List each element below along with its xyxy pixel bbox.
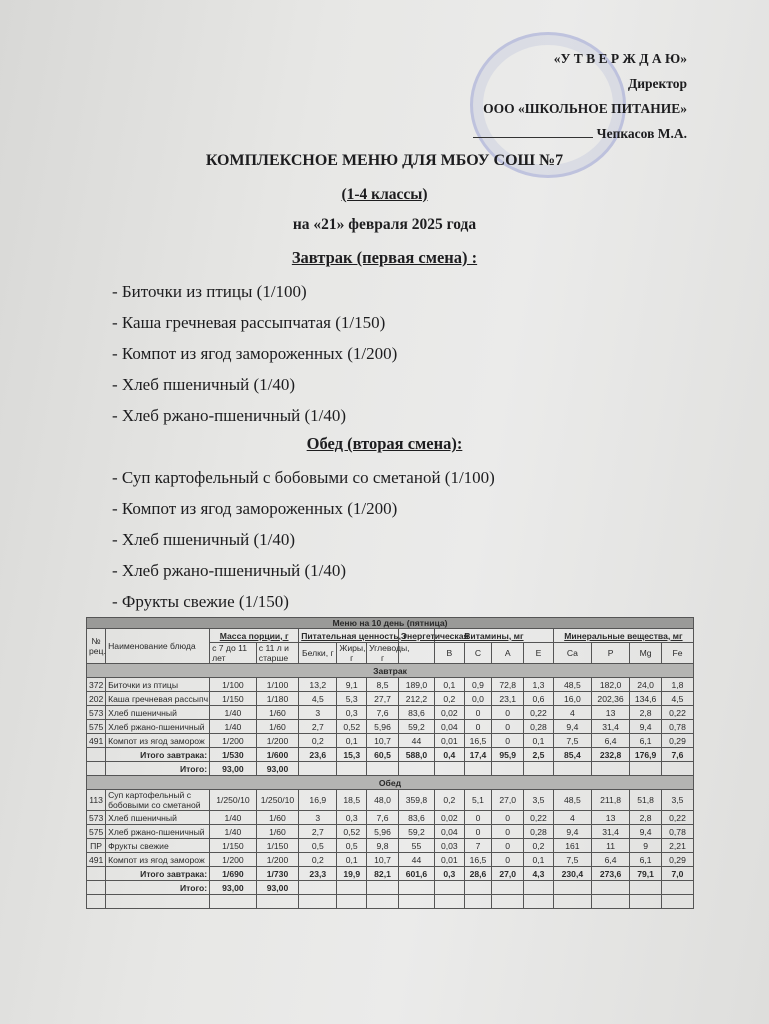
table-cell: 83,6 [398,811,434,825]
table-cell: 0 [464,706,492,720]
table-cell: 211,8 [591,790,629,811]
table-cell: 59,2 [398,825,434,839]
breakfast-list [112,276,397,431]
table-cell: 27,7 [367,692,399,706]
dish-name: Каша гречневая рассыпч [106,692,210,706]
table-cell: 1/100 [256,678,298,692]
table-cell: 1/60 [256,706,298,720]
table-row [87,839,694,853]
header-mass: Масса порции, г [210,629,299,643]
table-cell [398,881,434,895]
header-nutrition: Питательная ценность, г [299,629,399,643]
total-value: 2,5 [524,748,554,762]
dish-name: Компот из ягод заморож [106,853,210,867]
table-cell: 5,3 [337,692,367,706]
table-cell: 1/200 [210,734,257,748]
breakfast-total-row [87,748,694,762]
table-row [87,706,694,720]
table-cell [630,881,662,895]
table-cell: 9,8 [367,839,399,853]
recipe-number: 113 [87,790,106,811]
table-cell: 16,5 [464,734,492,748]
table-cell: 9,4 [553,825,591,839]
table-cell: 6,1 [630,734,662,748]
total-value: 1/530 [210,748,257,762]
table-cell: 0,2 [299,853,337,867]
table-cell [662,762,694,776]
table-cell [87,867,106,881]
table-cell: 13 [591,706,629,720]
table-cell: 31,4 [591,825,629,839]
table-cell: 1/150 [210,692,257,706]
table-cell: 4,5 [299,692,337,706]
table-cell [492,762,524,776]
list-item: - Каша гречневая рассыпчатая (1/150) [112,307,397,338]
table-cell: 1/40 [210,825,257,839]
dish-name: Хлеб ржано-пшеничный [106,825,210,839]
table-cell: 1/150 [210,839,257,853]
table-cell: 48,0 [367,790,399,811]
recipe-number: ПР [87,839,106,853]
table-cell [553,881,591,895]
total-value: 1/730 [256,867,298,881]
table-cell: 0,22 [662,706,694,720]
itogo-label: Итого: [106,881,210,895]
lunch-total-row [87,867,694,881]
recipe-number: 491 [87,853,106,867]
table-cell: 0,5 [299,839,337,853]
table-cell: 0 [492,811,524,825]
total-value: 7,6 [662,748,694,762]
header-min-mg: Mg [630,643,662,664]
table-cell [591,881,629,895]
recipe-number: 202 [87,692,106,706]
table-cell: 6,1 [630,853,662,867]
table-cell: 7,5 [553,734,591,748]
table-cell [492,881,524,895]
total-value: 19,9 [337,867,367,881]
approver-company: ООО «ШКОЛЬНОЕ ПИТАНИЕ» [483,101,687,116]
header-mass-11-plus: с 11 л и старше [256,643,298,664]
table-cell: 134,6 [630,692,662,706]
dish-name: Хлеб ржано-пшеничный [106,720,210,734]
list-item: - Хлеб ржано-пшеничный (1/40) [112,555,495,586]
total-label: Итого завтрака: [106,867,210,881]
table-cell: 0,2 [524,839,554,853]
menu-date: на «21» февраля 2025 года [292,216,477,233]
table-cell: 1/40 [210,720,257,734]
table-cell: 0 [492,839,524,853]
table-cell: 1/40 [210,811,257,825]
table-cell: 1/180 [256,692,298,706]
total-value: 23,3 [299,867,337,881]
itogo-price: 93,00 [256,762,298,776]
section-breakfast: Завтрак [87,664,694,678]
table-cell: 0,22 [524,706,554,720]
table-cell: 212,2 [398,692,434,706]
table-cell: 9,4 [630,720,662,734]
table-cell: 83,6 [398,706,434,720]
table-row [87,678,694,692]
table-cell: 1,3 [524,678,554,692]
list-item: - Суп картофельный с бобовыми со сметаной (1/100) [112,462,495,493]
table-cell: 0,04 [434,825,464,839]
table-cell [524,881,554,895]
table-cell [299,881,337,895]
table-cell: 0 [492,706,524,720]
total-value: 230,4 [553,867,591,881]
table-cell: 0 [492,734,524,748]
list-item: - Хлеб пшеничный (1/40) [112,524,495,555]
table-cell: 44 [398,853,434,867]
table-cell: 1/150 [256,839,298,853]
lunch-heading: Обед (вторая смена): [306,434,463,453]
table-cell: 4 [553,706,591,720]
table-cell: 0,5 [337,839,367,853]
table-cell: 0,03 [434,839,464,853]
list-item: - Компот из ягод замороженных (1/200) [112,493,495,524]
header-minerals: Минеральные вещества, мг [553,629,693,643]
table-cell: 31,4 [591,720,629,734]
table-cell: 1/250/10 [210,790,257,811]
total-value: 27,0 [492,867,524,881]
table-cell: 0,02 [434,706,464,720]
itogo-price: 93,00 [210,762,257,776]
table-cell [434,762,464,776]
table-row [87,790,694,811]
list-item: - Компот из ягод замороженных (1/200) [112,338,397,369]
table-row [87,692,694,706]
table-cell: 5,96 [367,825,399,839]
table-cell: 10,7 [367,734,399,748]
table-cell: 202,36 [591,692,629,706]
table-row [87,811,694,825]
table-cell: 7,5 [553,853,591,867]
table-cell: 48,5 [553,790,591,811]
table-cell: 3,5 [662,790,694,811]
table-cell: 1/200 [256,853,298,867]
table-cell: 0,52 [337,720,367,734]
total-value: 28,6 [464,867,492,881]
header-fat: Жиры, г [337,643,367,664]
table-cell [662,881,694,895]
header-mass-7-11: с 7 до 11 лет [210,643,257,664]
table-cell: 16,9 [299,790,337,811]
table-cell: 0,9 [464,678,492,692]
table-cell [630,762,662,776]
table-cell: 1/200 [210,853,257,867]
table-cell: 9,4 [553,720,591,734]
total-value: 60,5 [367,748,399,762]
header-min-p: P [591,643,629,664]
table-cell [367,881,399,895]
table-cell: 0,01 [434,734,464,748]
table-cell: 3 [299,811,337,825]
table-cell: 59,2 [398,720,434,734]
table-cell: 189,0 [398,678,434,692]
table-cell [87,881,106,895]
table-empty-row [87,895,694,909]
approver-position: Директор [627,76,687,91]
total-value: 23,6 [299,748,337,762]
table-cell: 2,8 [630,811,662,825]
table-cell: 0,01 [434,853,464,867]
header-min-fe: Fe [662,643,694,664]
approver-signature-line [473,121,687,146]
nutrition-table [86,617,694,909]
approve-word: «У Т В Е Р Ж Д А Ю» [553,51,687,66]
header-protein: Белки, г [299,643,337,664]
dish-name: Компот из ягод заморож [106,734,210,748]
table-cell: 0 [464,720,492,734]
header-vit-e: E [524,643,554,664]
recipe-number: 491 [87,734,106,748]
table-cell: 161 [553,839,591,853]
table-cell: 9,4 [630,825,662,839]
table-cell: 0 [492,720,524,734]
lunch-list [112,462,495,617]
table-cell: 2,7 [299,825,337,839]
table-cell [434,881,464,895]
total-value: 1/600 [256,748,298,762]
dish-name: Суп картофельный с бобовыми со сметаной [106,790,210,811]
table-cell: 16,0 [553,692,591,706]
table-cell: 27,0 [492,790,524,811]
approver-name: Чепкасов М.А. [596,126,687,141]
itogo-label: Итого: [106,762,210,776]
table-cell: 0 [464,811,492,825]
section-lunch: Обед [87,776,694,790]
recipe-number: 372 [87,678,106,692]
table-cell: 182,0 [591,678,629,692]
table-cell: 3 [299,706,337,720]
list-item: - Хлеб ржано-пшеничный (1/40) [112,400,397,431]
table-cell: 0,1 [337,734,367,748]
recipe-number: 573 [87,706,106,720]
table-cell: 2,8 [630,706,662,720]
total-value: 7,0 [662,867,694,881]
recipe-number: 575 [87,720,106,734]
table-cell: 5,96 [367,720,399,734]
table-cell: 0,78 [662,825,694,839]
table-caption: Меню на 10 день (пятница) [87,618,694,629]
table-cell: 0,3 [337,706,367,720]
total-label: Итого завтрака: [106,748,210,762]
approval-block [473,46,687,146]
header-carbs: Углеводы, г [367,643,399,664]
table-cell [464,881,492,895]
table-cell: 1/60 [256,720,298,734]
table-cell: 0 [492,825,524,839]
table-cell: 8,5 [367,678,399,692]
table-cell: 23,1 [492,692,524,706]
total-value: 588,0 [398,748,434,762]
total-value: 0,4 [434,748,464,762]
table-cell: 1/60 [256,825,298,839]
table-cell: 0,2 [299,734,337,748]
table-cell: 0,2 [434,790,464,811]
table-row [87,734,694,748]
header-name: Наименование блюда [106,629,210,664]
table-cell: 0,22 [524,811,554,825]
table-cell: 0,02 [434,811,464,825]
itogo-price: 93,00 [210,881,257,895]
table-cell: 44 [398,734,434,748]
table-cell [337,881,367,895]
table-cell: 1/250/10 [256,790,298,811]
recipe-number: 573 [87,811,106,825]
table-cell [337,762,367,776]
total-value: 4,3 [524,867,554,881]
table-cell [398,762,434,776]
table-cell: 0,04 [434,720,464,734]
table-cell: 13,2 [299,678,337,692]
table-cell: 9,1 [337,678,367,692]
total-value: 601,6 [398,867,434,881]
total-value: 273,6 [591,867,629,881]
lunch-rows [87,790,694,867]
dish-name: Фрукты свежие [106,839,210,853]
table-cell: 1/100 [210,678,257,692]
table-cell: 2,7 [299,720,337,734]
table-cell: 0,28 [524,825,554,839]
table-cell: 1,8 [662,678,694,692]
total-value: 0,3 [434,867,464,881]
table-row [87,853,694,867]
itogo-price: 93,00 [256,881,298,895]
table-cell [591,762,629,776]
table-row [87,720,694,734]
header-vit-a: A [492,643,524,664]
dish-name: Хлеб пшеничный [106,706,210,720]
table-cell: 0,52 [337,825,367,839]
header-vit-c: C [464,643,492,664]
table-cell: 0,1 [434,678,464,692]
header-vitamins: Витамины, мг [434,629,553,643]
table-cell: 1/200 [256,734,298,748]
table-cell [299,762,337,776]
total-value: 1/690 [210,867,257,881]
table-cell: 9 [630,839,662,853]
table-cell: 5,1 [464,790,492,811]
nutrition-table-wrap [86,617,694,909]
list-item: - Биточки из птицы (1/100) [112,276,397,307]
header-rec: № рец. [87,629,106,664]
recipe-number: 575 [87,825,106,839]
grades-subtitle: (1-4 классы) [341,186,428,203]
table-cell: 359,8 [398,790,434,811]
table-cell [87,748,106,762]
table-cell: 0 [464,825,492,839]
signature-line [473,137,593,138]
table-cell: 72,8 [492,678,524,692]
table-cell: 0,29 [662,853,694,867]
table-cell: 51,8 [630,790,662,811]
lunch-itogo-row [87,881,694,895]
table-cell: 0,22 [662,811,694,825]
table-cell: 0,1 [337,853,367,867]
table-cell: 0,1 [524,853,554,867]
total-value: 232,8 [591,748,629,762]
total-value: 15,3 [337,748,367,762]
table-cell: 7 [464,839,492,853]
table-cell: 0,78 [662,720,694,734]
table-cell: 7,6 [367,811,399,825]
header-min-ca: Ca [553,643,591,664]
header-vit-b: B [434,643,464,664]
table-cell: 1/40 [210,706,257,720]
table-cell: 4 [553,811,591,825]
table-cell: 0,6 [524,692,554,706]
table-cell: 18,5 [337,790,367,811]
table-cell: 0,28 [524,720,554,734]
table-cell: 0,1 [524,734,554,748]
table-cell: 0,3 [337,811,367,825]
total-value: 17,4 [464,748,492,762]
dish-name: Хлеб пшеничный [106,811,210,825]
header-energy: Энергетическая [398,629,434,643]
table-cell [553,762,591,776]
document-title: КОМПЛЕКСНОЕ МЕНЮ ДЛЯ МБОУ СОШ №7 [205,152,564,169]
table-cell: 7,6 [367,706,399,720]
table-cell: 24,0 [630,678,662,692]
total-value: 95,9 [492,748,524,762]
table-cell: 6,4 [591,853,629,867]
table-cell: 16,5 [464,853,492,867]
list-item: - Хлеб пшеничный (1/40) [112,369,397,400]
table-cell [87,762,106,776]
total-value: 79,1 [630,867,662,881]
table-cell: 55 [398,839,434,853]
total-value: 82,1 [367,867,399,881]
table-cell: 6,4 [591,734,629,748]
table-cell: 13 [591,811,629,825]
total-value: 85,4 [553,748,591,762]
table-cell: 11 [591,839,629,853]
breakfast-rows [87,678,694,748]
table-cell [464,762,492,776]
total-value: 176,9 [630,748,662,762]
table-cell [367,762,399,776]
table-cell [524,762,554,776]
table-cell: 4,5 [662,692,694,706]
breakfast-heading: Завтрак (первая смена) : [291,248,478,267]
list-item: - Фрукты свежие (1/150) [112,586,495,617]
table-cell: 1/60 [256,811,298,825]
dish-name: Биточки из птицы [106,678,210,692]
table-cell: 0 [492,853,524,867]
table-cell: 3,5 [524,790,554,811]
table-cell: 10,7 [367,853,399,867]
breakfast-itogo-row [87,762,694,776]
table-cell: 0,2 [434,692,464,706]
table-cell: 48,5 [553,678,591,692]
table-row [87,825,694,839]
table-cell: 0,0 [464,692,492,706]
table-cell: 2,21 [662,839,694,853]
table-cell: 0,29 [662,734,694,748]
